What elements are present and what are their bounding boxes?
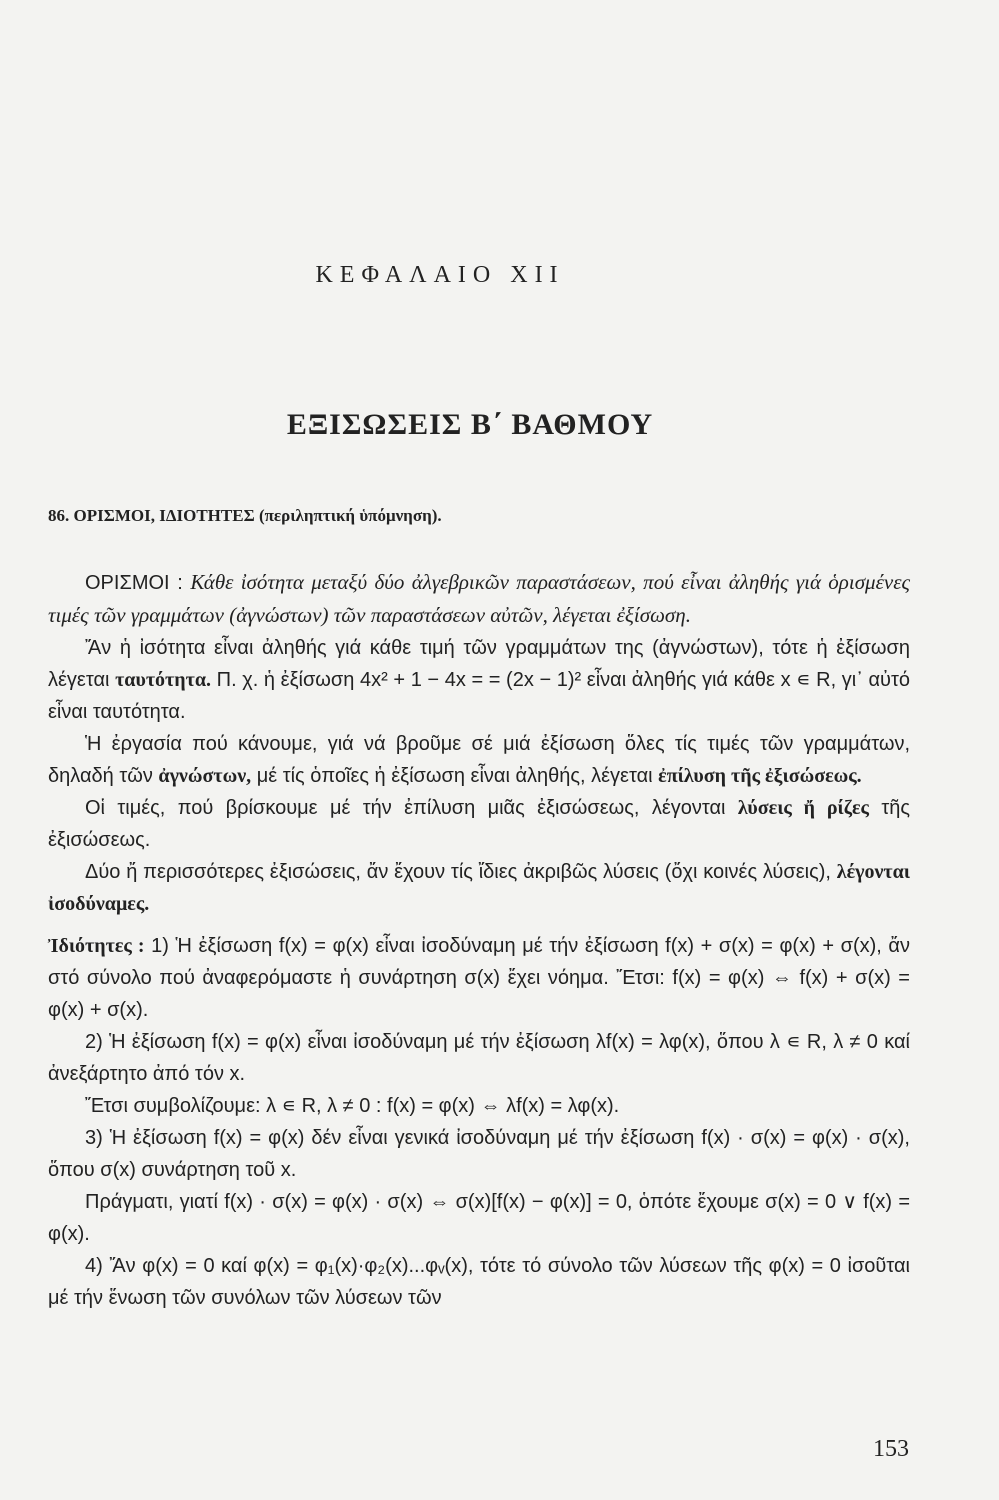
property-2: 2) Ἡ ἐξίσωση f(x) = φ(x) εἶναι ἰσοδύναμη μέ τήν ἐξίσωση λf(x) = λφ(x), ὅπου λ ∊ R, λ ≠ 0 καί ἀνεξάρτητο ἀπό τόν x. — [48, 1031, 910, 1085]
section-heading: 86. ΟΡΙΣΜΟΙ, ΙΔΙΟΤΗΤΕΣ (περιληπτική ὑπόμνηση). — [48, 506, 442, 525]
chapter-title: ΕΞΙΣΩΣΕΙΣ Β΄ ΒΑΘΜΟΥ — [286, 408, 654, 441]
definitions-text: Κάθε ἰσότητα μεταξύ δύο ἀλγεβρικῶν παραστάσεων, πού εἶναι ἀληθής γιά ὁρισμένες τιμές τῶν γραμμάτων (ἀγνώστων) τῶν παραστάσεων αὐτῶν, λέγεται ἐξίσωση. — [48, 570, 910, 627]
identity-text-a: Ἄν ἡ ἰσότητα εἶναι ἀληθής γιά κάθε τιμή τῶν γραμμάτων της (ἀγνώστων), τότε ἡ ἐξίσωση λέγεται — [48, 637, 910, 691]
chapter-heading: ΚΕΦΑΛΑΙΟ XII — [315, 262, 565, 288]
property-2-notation: Ἔτσι συμβολίζουμε: λ ∊ R, λ ≠ 0 : f(x) = φ(x) ⇔ λf(x) = λφ(x). — [85, 1095, 620, 1117]
unknowns-term: ἀγνώστων, — [158, 765, 252, 787]
identity-term: ταυτότητα. — [115, 669, 212, 691]
roots-text-a: Οἱ τιμές, πού βρίσκουμε μέ τήν ἐπίλυση μιᾶς ἐξισώσεως, λέγονται — [85, 797, 738, 819]
property-1-text: 1) Ἡ ἐξίσωση f(x) = φ(x) εἶναι ἰσοδύναμη μέ τήν ἐξίσωση f(x) + σ(x) = φ(x) + σ(x), ἄν στό σύνολο πού ἀναφερόμαστε ἡ συνάρτηση σ(x) ἔχει νόημα. Ἔτσι: f(x) = φ(x) ⇔ f(x) + σ(x) = φ(x) + σ(x). — [48, 935, 910, 1021]
property-4: 4) Ἄν φ(x) = 0 καί φ(x) = φ₁(x)·φ₂(x)...φᵥ(x), τότε τό σύνολο τῶν λύσεων τῆς φ(x) = 0 ἰσοῦται μέ τήν ἕνωση τῶν συνόλων τῶν λύσεων τῶν — [48, 1255, 910, 1309]
identity-text-c: Π. χ. ἡ ἐξίσωση 4x² + 1 − 4x = = (2x − 1)² εἶναι ἀληθής γιά κάθε x ∊ R, γι᾽ αὐτό εἶναι ταυτότητα. — [48, 669, 911, 723]
roots-paragraph — [48, 792, 910, 856]
properties-label: Ἰδιότητες : — [48, 935, 145, 957]
definitions-paragraph — [48, 566, 910, 632]
solving-term: ἐπίλυση τῆς ἐξισώσεως. — [658, 765, 862, 787]
equivalence-term: λέγονται ἰσοδύναμες. — [48, 861, 910, 915]
roots-text-c: τῆς ἐξισώσεως. — [48, 797, 910, 851]
equivalence-text-a: Δύο ἤ περισσότερες ἐξισώσεις, ἄν ἔχουν τίς ἴδιες ἀκριβῶς λύσεις (ὄχι κοινές λύσεις), — [85, 861, 837, 883]
body-text — [48, 566, 910, 1314]
solve-text-a: Ἡ ἐργασία πού κάνουμε, γιά νά βροῦμε σέ μιά ἐξίσωση ὅλες τίς τιμές τῶν γραμμάτων, δηλαδή τῶν — [48, 733, 910, 787]
page-number: 153 — [873, 1436, 909, 1462]
property-3-proof: Πράγματι, γιατί f(x) · σ(x) = φ(x) · σ(x) ⇔ σ(x)[f(x) − φ(x)] = 0, ὁπότε ἔχουμε σ(x) = 0 ∨ f(x) = φ(x). — [48, 1191, 910, 1245]
roots-term: λύσεις ἤ ρίζες — [737, 797, 869, 819]
solve-paragraph — [48, 728, 910, 792]
solve-text-c: μέ τίς ὁποῖες ἡ ἐξίσωση εἶναι ἀληθής, λέγεται — [251, 765, 659, 787]
property-1 — [48, 930, 910, 1026]
property-3: 3) Ἡ ἐξίσωση f(x) = φ(x) δέν εἶναι γενικά ἰσοδύναμη μέ τήν ἐξίσωση f(x) · σ(x) = φ(x) · σ(x), ὅπου σ(x) συνάρτηση τοῦ x. — [48, 1127, 910, 1181]
identity-paragraph — [48, 632, 910, 728]
equivalence-paragraph — [48, 856, 910, 920]
definitions-label: ΟΡΙΣΜΟΙ : — [85, 572, 183, 594]
